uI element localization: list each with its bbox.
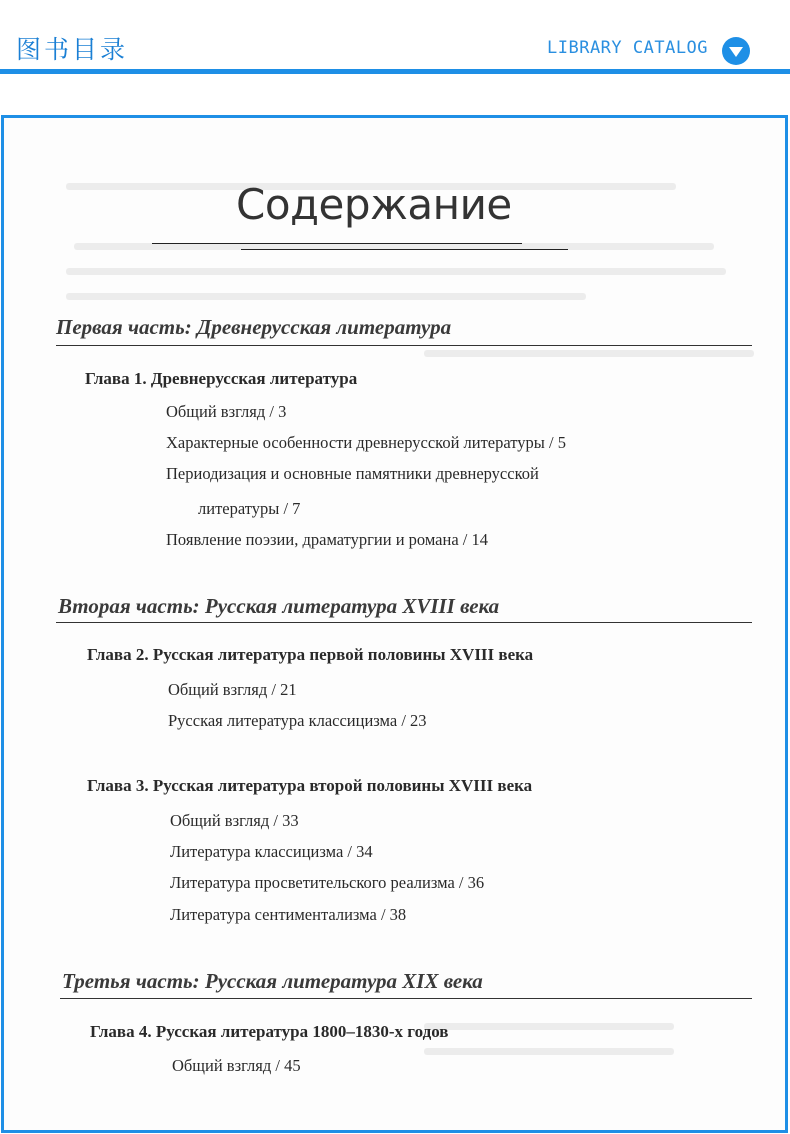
part-divider: [56, 622, 752, 623]
toc-entry[interactable]: Общий взгляд / 33: [170, 811, 299, 830]
toc-entry[interactable]: Характерные особенности древнерусской литературы / 5: [166, 433, 566, 452]
title-underline: [241, 249, 568, 250]
bleed-through-line: [424, 1048, 674, 1055]
bleed-through-line: [424, 1023, 674, 1030]
toc-entry[interactable]: Общий взгляд / 45: [172, 1056, 301, 1075]
banner-divider: [0, 69, 790, 74]
banner-title: 图书目录: [16, 35, 129, 64]
chapter-title: Глава 3. Русская литература второй половины XVIII века: [87, 776, 533, 795]
part-heading: Вторая часть: Русская литература XVIII века: [58, 594, 500, 618]
chapter-title: Глава 2. Русская литература первой половины XVIII века: [87, 645, 534, 664]
toc-entry[interactable]: Появление поэзии, драматургии и романа / 14: [166, 530, 488, 549]
bleed-through-line: [424, 350, 754, 357]
part-heading: Третья часть: Русская литература XIX века: [62, 969, 483, 993]
part-divider: [56, 345, 752, 346]
part-divider: [60, 998, 752, 999]
chapter-title: Глава 4. Русская литература 1800–1830-х годов: [90, 1022, 449, 1041]
chevron-down-circle-icon[interactable]: [722, 37, 750, 65]
toc-entry[interactable]: Периодизация и основные памятники древнерусской: [166, 464, 539, 483]
toc-entry[interactable]: Литература классицизма / 34: [170, 842, 373, 861]
bleed-through-line: [66, 268, 726, 275]
toc-entry[interactable]: Общий взгляд / 3: [166, 402, 287, 421]
toc-entry[interactable]: Русская литература классицизма / 23: [168, 711, 427, 730]
toc-entry[interactable]: Общий взгляд / 21: [168, 680, 297, 699]
library-catalog-label: LIBRARY CATALOG: [547, 38, 709, 58]
chapter-title: Глава 1. Древнерусская литература: [85, 369, 358, 388]
title-underline: [152, 243, 522, 244]
toc-entry[interactable]: Литература сентиментализма / 38: [170, 905, 407, 924]
bleed-through-line: [66, 293, 586, 300]
catalog-banner: [0, 0, 790, 110]
toc-entry[interactable]: литературы / 7: [198, 499, 301, 518]
part-heading: Первая часть: Древнерусская литература: [56, 315, 452, 339]
toc-entry[interactable]: Литература просветительского реализма / 36: [170, 873, 485, 892]
page-title: Содержание: [236, 180, 512, 229]
